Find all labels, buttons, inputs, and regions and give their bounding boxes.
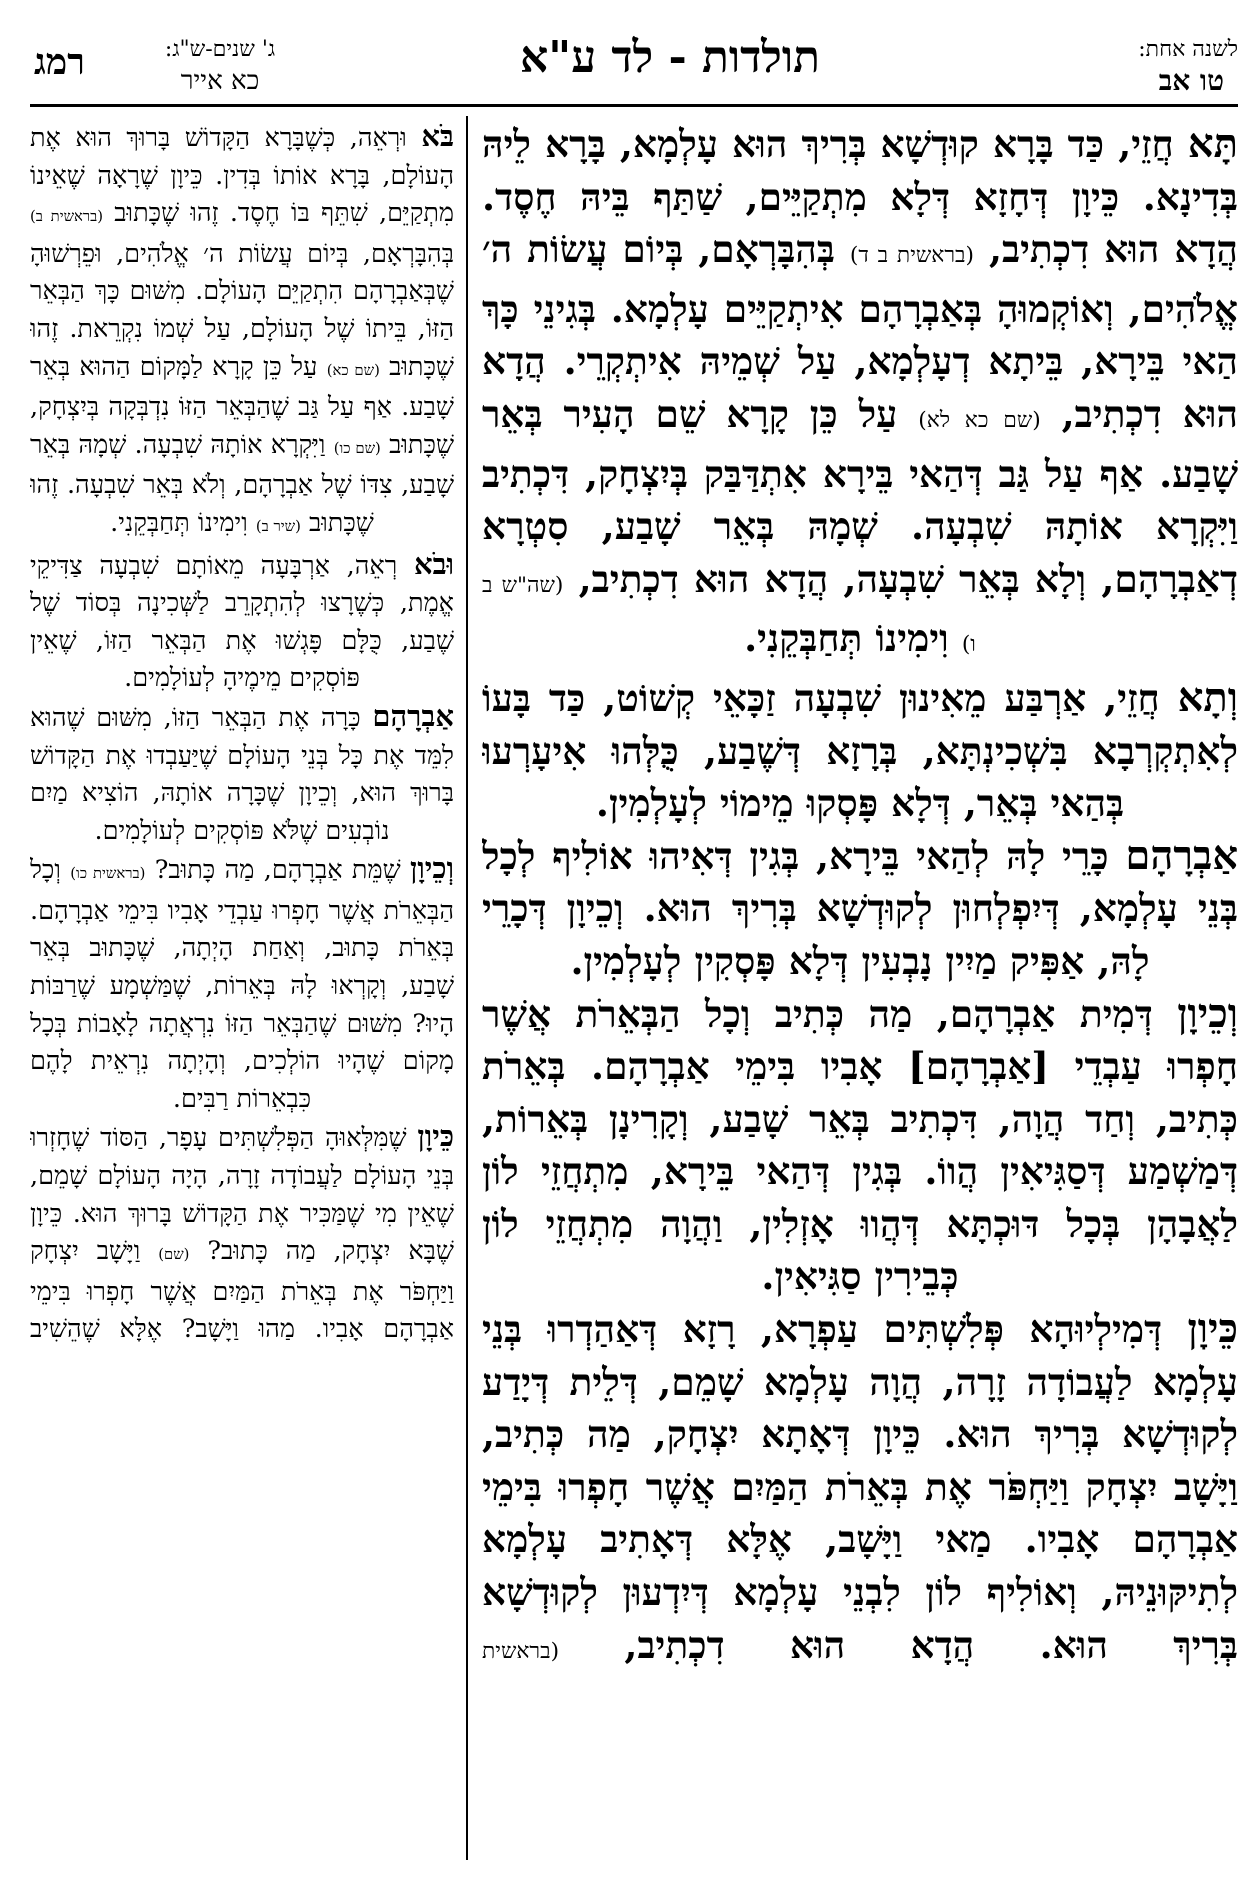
paragraph-text: וְכָל הַבְּאֵרֹת אֲשֶׁר חָפְרוּ עַבְדֵי אָבִיו בִּימֵי אַבְרָהָם. בְּאֵרֹת כָּתוּב, וְאַחַת הָיְתָה, שֶׁכָּתוּב בְּאֵר שָׁבַע, וְקָרְאוּ לָהּ בְּאֵרוֹת, שֶׁמַּשְׁמָע שֶׁרַבּוֹת הָיוּ? מִשּׁוּם שֶׁהַבְּאֵר הַזּוֹ נִרְאֲתָה לָאָבוֹת בְּכָל מָקוֹם שֶׁהָיוּ הוֹלְכִים, וְהָיְתָה נִרְאֵית לָהֶם כִּבְאֵרוֹת רַבִּים. bbox=[30, 855, 454, 1114]
paragraph-text: עַל כֵּן קָרָא לַמָּקוֹם הַהוּא בְּאֵר שָׁבַע. אַף עַל גַּב שֶׁהַבְּאֵר הַזּוֹ נִדְבְּקָה בְּיִצְחָק, שֶׁכָּתוּב bbox=[30, 351, 454, 460]
paragraph-lead-word: כֵּיוָן bbox=[417, 1119, 454, 1154]
translation-paragraph bbox=[30, 698, 454, 850]
paragraph-text: וִימִינוֹ תְּחַבְּקֵנִי. bbox=[744, 616, 962, 661]
verse-reference: (שם כא לא) bbox=[918, 407, 1041, 433]
schedule-three-years-date: כא אייר bbox=[180, 66, 260, 96]
column-divider bbox=[466, 116, 468, 1860]
paragraph-lead-word: בֹּא bbox=[421, 119, 454, 153]
paragraph-text: וַיִּקְרָא אוֹתָהּ שִׁבְעָה. שְׁמָהּ בְּאֵר שָׁבַע, צִדּוֹ שֶׁל אַבְרָהָם, וְלֹא בְּאֵר שִׁבְעָה. זֶהוּ שֶׁכָּתוּב bbox=[30, 429, 454, 538]
translation-paragraph bbox=[30, 546, 454, 698]
paragraph-text: דְּמִית אַבְרָהָם, מַה כְּתִיב וְכָל הַבְּאֵרֹת אֲשֶׁר חָפְרוּ עַבְדֵי [אַבְרָהָם] אָבִיו בִּימֵי אַבְרָהָם. בְּאֵרֹת כְּתִיב, וְחַד הֲוָה, דִּכְתִיב בְּאֵר שָׁבַע, וְקָרִינָן בְּאֵרוֹת, דְּמַשְׁמַע דְּסַגִּיאִין הֲווֹ. בְּגִין דְּהַאי בֵּירָא, מִתְחֲזֵי לוֹן לַאֲבָהָן בְּכָל דּוּכְתָּא דְּהֲווּ אָזְלִין, וַהֲוָה מִתְחֲזֵי לוֹן כְּבֵירִין סַגִּיאִין. bbox=[482, 991, 1238, 1299]
header-divider bbox=[30, 104, 1238, 107]
paragraph-lead-word: וּבֹא bbox=[413, 546, 454, 581]
paragraph-lead-word: וְכֵיוָן bbox=[1177, 989, 1238, 1037]
verse-reference: (שם כא) bbox=[326, 361, 380, 379]
reading-schedule-one-year bbox=[1028, 36, 1238, 98]
paragraph-lead-word: אַבְרָהָם bbox=[372, 698, 454, 733]
main-paragraph bbox=[482, 830, 1238, 988]
page-number: רמג bbox=[34, 41, 85, 83]
page-header bbox=[30, 28, 1238, 106]
reading-schedule-three-years bbox=[140, 36, 300, 98]
paragraph-text: וּרְאֵה, כְּשֶׁבָּרָא הַקָּדוֹשׁ בָּרוּךְ הוּא אֶת הָעוֹלָם, בָּרָא אוֹתוֹ בְּדִין. כֵּיוָן שֶׁרָאָה שֶׁאֵינוֹ מִתְקַיֵּם, שִׁתֵּף בּוֹ חֶסֶד. זֶהוּ שֶׁכָּתוּב bbox=[30, 123, 454, 229]
verse-reference: (בראשית bbox=[482, 1638, 560, 1664]
paragraph-text: בְּהִבָּרְאָם, בְּיוֹם עֲשׂוֹת ה׳ אֱלֹהִים, וְאוֹקְמוּהָ בְּאַבְרָהָם אִיתְקַיֵּים עָלְמָא. בְּגִינֵי כָּךְ הַאי בֵּירָא, בֵּיתָא דְעָלְמָא, עַל שְׁמֵיהּ אִיתְקְרֵי. הֲדָא הוּא דִכְתִיב, bbox=[482, 227, 1238, 436]
paragraph-text: כָּרָה אֶת הַבְּאֵר הַזּוֹ, מִשּׁוּם שֶׁהוּא לִמֵּד אֶת כָּל בְּנֵי הָעוֹלָם שֶׁיַּעַבְדוּ אֶת הַקָּדוֹשׁ בָּרוּךְ הוּא, וְכֵיוָן שֶׁכָּרָה אוֹתָהּ, הוֹצִיא מַיִם נוֹבְעִים שֶׁלֹּא פּוֹסְקִים לְעוֹלָמִים. bbox=[30, 702, 454, 846]
main-paragraph bbox=[482, 672, 1238, 830]
verse-reference: (שה"ש ב ו) bbox=[482, 572, 976, 658]
paragraph-text: רְאֵה, אַרְבָּעָה מֵאוֹתָם שִׁבְעָה צַדִּיקֵי אֱמֶת, כְּשֶׁרָצוּ לְהִתְקָרֵב לַשְּׁכִינָה בְּסוֹד שֶׁל שֶׁבַע, כֻּלָּם פָּגְשׁוּ אֶת הַבְּאֵר הַזּוֹ, שֶׁאֵין פּוֹסְקִים מֵימֶיהָ לְעוֹלָמִים. bbox=[30, 550, 454, 694]
paragraph-text: שֶׁמִּלְּאוּהָ הַפְּלִשְׁתִּים עָפָר, הַסּוֹד שֶׁחָזְרוּ בְּנֵי הָעוֹלָם לַעֲבוֹדָה זָרָה, הָיָה הָעוֹלָם שָׁמֵם, שֶׁאֵין מִי שֶׁמַּכִּיר אֶת הַקָּדוֹשׁ בָּרוּךְ הוּא. כֵּיוָן שֶׁבָּא יִצְחָק, מַה כָּתוּב? bbox=[30, 1123, 454, 1267]
page-title: תולדות - לד ע"א bbox=[520, 32, 820, 83]
verse-reference: (בראשית כו) bbox=[70, 865, 146, 883]
paragraph-lead-word: וְתָא bbox=[1177, 673, 1238, 721]
paragraph-lead-word: אַבְרָהָם bbox=[1125, 831, 1238, 879]
paragraph-text: בְּהִבָּרְאָם, בְּיוֹם עֲשׂוֹת ה׳ אֱלֹהִים, וּפֵרְשׁוּהָ שֶׁבְּאַבְרָהָם הִתְקַיֵּם הָעוֹלָם. מִשּׁוּם כָּךְ הַבְּאֵר הַזּוֹ, בֵּיתוֹ שֶׁל הָעוֹלָם, עַל שְׁמוֹ נִקְרֵאת. זֶהוּ שֶׁכָּתוּב bbox=[30, 238, 454, 382]
paragraph-lead-word: וְכֵיוָן bbox=[409, 851, 454, 886]
schedule-three-years-label: ג' שנים-ש"ג: bbox=[164, 37, 276, 62]
paragraph-lead-word: תָּא bbox=[1187, 120, 1238, 167]
verse-reference: (בראשית ב) bbox=[30, 208, 104, 226]
main-text-column bbox=[482, 118, 1238, 1858]
verse-reference: (שם) bbox=[158, 1246, 190, 1264]
page bbox=[30, 28, 1238, 1868]
paragraph-text: וִימִינוֹ תְּחַבְּקֵנִי. bbox=[110, 507, 256, 538]
verse-reference: (שיר ב) bbox=[255, 517, 301, 535]
paragraph-text: וַיָּשָׁב יִצְחָק וַיַּחְפֹּר אֶת בְּאֵרֹת הַמַּיִם אֲשֶׁר חָפְרוּ בִּימֵי אַבְרָהָם אָבִיו. מַהוּ וַיָּשָׁב? אֶלָּא שֶׁהֵשִׁיב bbox=[30, 1236, 454, 1345]
translation-paragraph bbox=[30, 850, 454, 1118]
main-paragraph bbox=[482, 988, 1238, 1304]
verse-reference: (שם כו) bbox=[333, 439, 381, 457]
schedule-one-year-date: טו אב bbox=[1158, 64, 1224, 97]
paragraph-text: חֲזֵי, כַּד בָּרָא קוּדְשָׁא בְּרִיךְ הוּא עָלְמָא, בָּרָא לֵיהּ בְּדִינָא. כֵּיוָן דְּחָזָא דְּלָא מִתְקַיֵּים, שַׁתַּף בֵּיהּ חֶסֶד. הֲדָא הוּא דִכְתִיב, bbox=[482, 122, 1238, 272]
main-paragraph bbox=[482, 1303, 1238, 1678]
paragraph-text: חֲזֵי, אַרְבַּע מֵאִינוּן שִׁבְעָה זַכָּאֵי קְשׁוֹט, כַּד בָּעוֹ לְאִתְקְרְבָא בִּשְׁכִינְתָּא, בְּרָזָא דְּשֶׁבַע, כֻּלְּהוּ אִיעָרְעוּ בְּהַאי בְּאֵר, דְּלָא פָּסְקוּ מֵימוֹי לְעָלְמִין. bbox=[482, 675, 1238, 826]
paragraph-text: שֶׁמֵּת אַבְרָהָם, מַה כָּתוּב? bbox=[145, 855, 410, 886]
translation-column bbox=[30, 118, 454, 1858]
paragraph-text: דְּמִילְיוּהָא פְּלִשְׁתִּים עַפְרָא, רָזָא דְּאַהַדְרוּ בְּנֵי עָלְמָא לַעֲבוֹדָה זָרָה, הֲוָה עָלְמָא שָׁמֵם, דְּלֵית דְּיָדַע לְקוּדְשָׁא בְּרִיךְ הוּא. כֵּיוָן דְּאָתָא יִצְחָק, מַה כְּתִיב, וַיָּשָׁב יִצְחָק וַיַּחְפֹּר אֶת בְּאֵרֹת הַמַּיִם אֲשֶׁר חָפְרוּ בִּימֵי אַבְרָהָם אָבִיו. מַאי וַיָּשָׁב, אֶלָּא דְּאָתִיב עָלְמָא לְתִיקּוּנֵיהּ, וְאוֹלִיף לוֹן לִבְנֵי עָלְמָא דְּיִדְעוּן לְקוּדְשָׁא בְּרִיךְ הוּא. הֲדָא הוּא דִכְתִיב, bbox=[482, 1307, 1238, 1667]
translation-paragraph bbox=[30, 1118, 454, 1349]
main-paragraph bbox=[482, 118, 1238, 672]
paragraph-text: כָּרֵי לָהּ לְהַאי בֵּירָא, בְּגִין דְּאִיהוּ אוֹלִיף לְכָל בְּנֵי עָלְמָא, דְּיִפְלְחוּן לְקוּדְשָׁא בְּרִיךְ הוּא. וְכֵיוָן דְּכָרֵי לָהּ, אַפִּיק מַיִין נָבְעִין דְּלָא פָּסְקִין לְעָלְמִין. bbox=[482, 833, 1238, 983]
translation-paragraph bbox=[30, 118, 454, 546]
paragraph-text: עַל כֵּן קָרָא שֵׁם הָעִיר בְּאֵר שָׁבַע. אַף עַל גַּב דְּהַאי בֵּירָא אִתְדַּבַּק בְּיִצְחָק, דִּכְתִיב וַיִּקְרָא אוֹתָהּ שִׁבְעָה. שְׁמָהּ בְּאֵר שָׁבַע, סִטְרָא דְאַבְרָהָם, וְלָא בְּאֵר שִׁבְעָה, הֲדָא הוּא דִכְתִיב, bbox=[482, 391, 1238, 601]
paragraph-lead-word: כֵּיוָן bbox=[1187, 1305, 1238, 1353]
schedule-one-year-label: לשנה אחת: bbox=[1138, 37, 1238, 62]
verse-reference: (בראשית ב ד) bbox=[849, 243, 975, 269]
